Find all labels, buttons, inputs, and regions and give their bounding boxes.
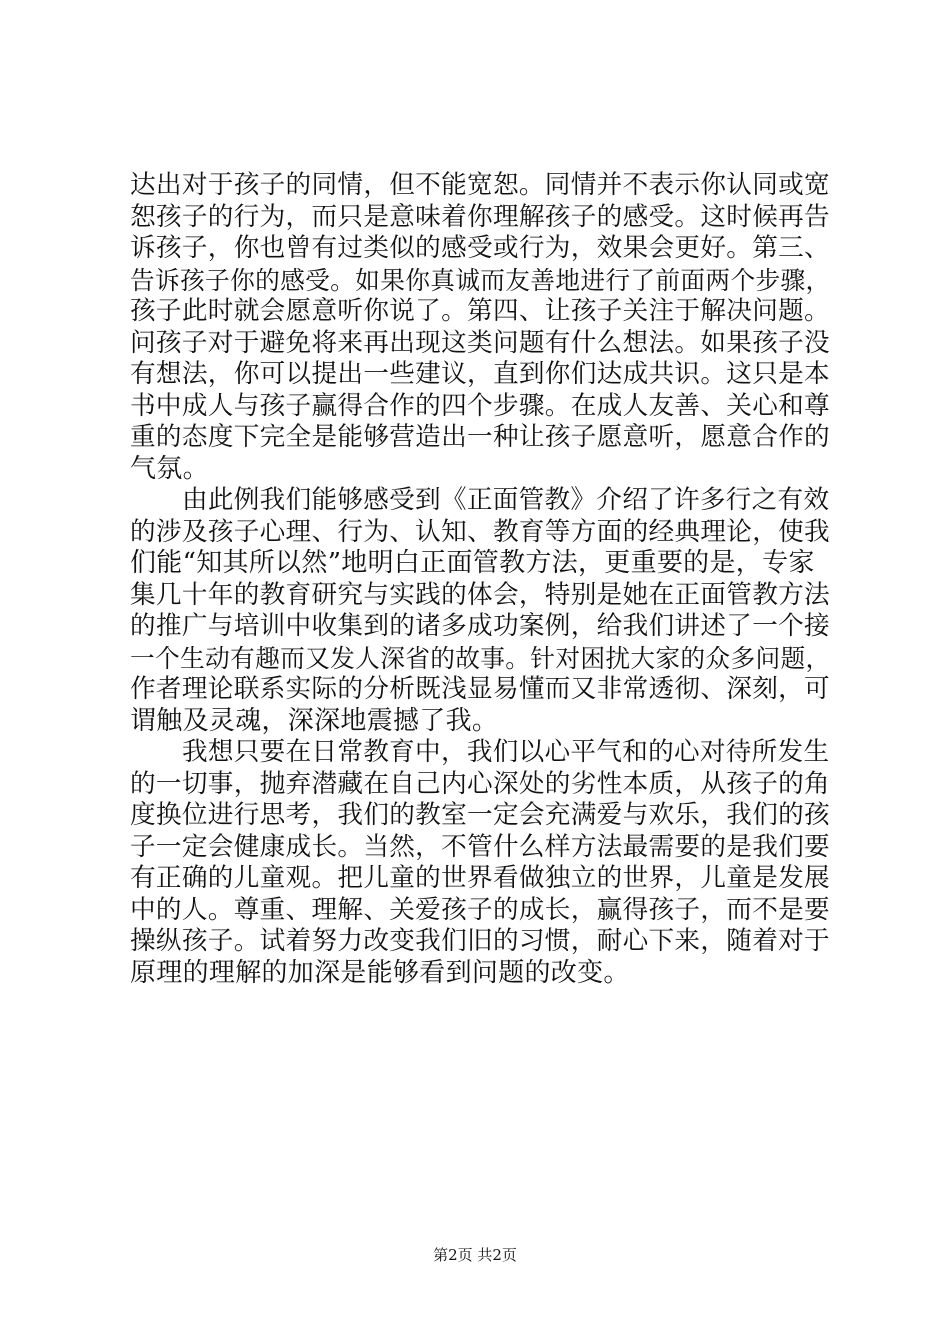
text-line: 集几十年的教育研究与实践的体会，特别是她在正面管教方法 — [130, 579, 830, 610]
text-line: 恕孩子的行为，而只是意味着你理解孩子的感受。这时候再告 — [130, 201, 830, 232]
text-line: 操纵孩子。试着努力改变我们旧的习惯，耐心下来，随着对于 — [130, 926, 830, 956]
text-line: 问孩子对于避免将来再出现这类问题有什么想法。如果孩子没 — [130, 327, 830, 358]
paragraph-2 — [130, 485, 830, 737]
paragraph-1 — [130, 170, 830, 485]
text-line: 书中成人与孩子赢得合作的四个步骤。在成人友善、关心和尊 — [130, 390, 830, 421]
text-line: 由此例我们能够感受到《正面管教》介绍了许多行之有效 — [182, 485, 830, 515]
text-line: 一个生动有趣而又发人深省的故事。针对困扰大家的众多问题， — [130, 643, 831, 673]
text-line: 中的人。尊重、理解、关爱孩子的成长，赢得孩子，而不是要 — [130, 894, 830, 925]
text-line: 们能“知其所以然”地明白正面管教方法，更重要的是，专家 — [130, 548, 815, 578]
text-line: 谓触及灵魂，深深地震撼了我。 — [130, 705, 499, 736]
text-line: 达出对于孩子的同情，但不能宽恕。同情并不表示你认同或宽 — [130, 170, 830, 200]
text-line: 有想法，你可以提出一些建议，直到你们达成共识。这只是本 — [130, 359, 830, 389]
text-line: 气氛。 — [130, 453, 209, 484]
text-line: 子一定会健康成长。当然，不管什么样方法最需要的是我们要 — [130, 831, 830, 862]
text-line: 我想只要在日常教育中，我们以心平气和的心对待所发生 — [182, 737, 830, 767]
text-line: 的推广与培训中收集到的诸多成功案例，给我们讲述了一个接 — [130, 611, 830, 641]
text-line: 重的态度下完全是能够营造出一种让孩子愿意听，愿意合作的 — [130, 422, 830, 452]
text-line: 诉孩子，你也曾有过类似的感受或行为，效果会更好。第三、 — [130, 233, 830, 263]
text-line: 孩子此时就会愿意听你说了。第四、让孩子关注于解决问题。 — [130, 296, 830, 326]
text-line: 告诉孩子你的感受。如果你真诚而友善地进行了前面两个步骤， — [130, 265, 831, 295]
text-line: 原理的理解的加深是能够看到问题的改变。 — [130, 957, 630, 988]
text-line: 作者理论联系实际的分析既浅显易懂而又非常透彻、深刻，可 — [130, 674, 830, 704]
paragraph-3 — [130, 737, 830, 989]
page-number-label: 第2页 共2页 — [433, 1246, 517, 1264]
text-line: 的一切事，抛弃潜藏在自己内心深处的劣性本质，从孩子的角 — [130, 768, 830, 799]
page-footer — [0, 1246, 950, 1264]
text-line: 度换位进行思考，我们的教室一定会充满爱与欢乐，我们的孩 — [130, 800, 830, 830]
body-text — [130, 170, 830, 989]
text-line: 的涉及孩子心理、行为、认知、教育等方面的经典理论，使我 — [130, 516, 830, 547]
text-line: 有正确的儿童观。把儿童的世界看做独立的世界，儿童是发展 — [130, 863, 830, 893]
